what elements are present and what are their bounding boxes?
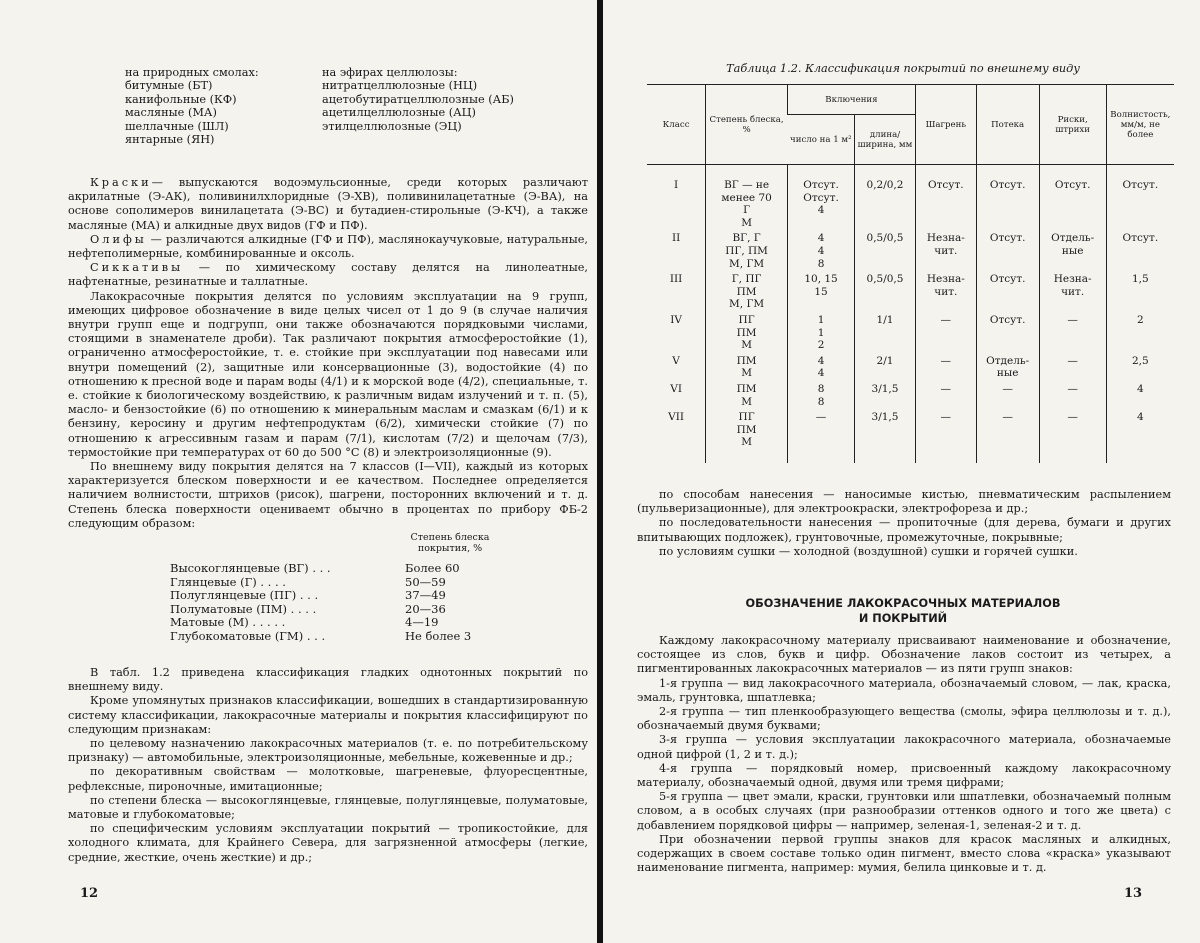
table-cell-scratches bbox=[1039, 271, 1106, 312]
heading-line-2: И ПОКРЫТИЙ bbox=[858, 612, 948, 625]
list-item: битумные (БТ) bbox=[125, 79, 213, 93]
cell-line: 0,5/0,5 bbox=[866, 273, 904, 286]
paragraph-sikkativy bbox=[68, 261, 588, 289]
cell-line: ПГ bbox=[738, 313, 755, 326]
table-cell-waviness bbox=[1106, 409, 1174, 463]
table-row bbox=[647, 165, 1174, 231]
cell-line: Отсут. bbox=[989, 179, 1026, 191]
cell-line: 15 bbox=[814, 285, 828, 298]
cell-line: ные bbox=[996, 367, 1019, 380]
paragraph-group-1: 1-я группа — вид лакокрасочного материала, обозначаемый словом, — лак, краска, эмаль, грунтовка, шпатлевка; bbox=[637, 676, 1171, 704]
table-cell-gloss bbox=[706, 409, 788, 463]
cell-line: 4 bbox=[817, 232, 825, 245]
table-cell-gloss bbox=[706, 230, 788, 271]
gloss-name: Полуглянцевые (ПГ) . . . bbox=[170, 588, 319, 603]
gloss-row bbox=[170, 562, 490, 576]
gloss-list bbox=[170, 562, 490, 644]
table-cell-class: I bbox=[674, 179, 679, 191]
paragraph-sequence: по последовательности нанесения — пропиточные (для дерева, бумаги и других впитывающих подложек), грунтовочные, промежуточные, покрывные; bbox=[637, 516, 1171, 544]
table-cell-waviness bbox=[1106, 312, 1174, 353]
table-cell-scratches bbox=[1039, 381, 1106, 409]
header-inclusions: Включения bbox=[787, 85, 915, 115]
paragraph-group-5: 5-я группа — цвет эмали, краски, грунтовки или шпатлевки, обозначаемый полным словом, а в особых случаях (при разнообразии оттенков одного и того же цвета) с добавлением порядковой цифры — например, зеленая-1, зеленая-2 и т. д. bbox=[637, 790, 1171, 832]
cell-line: ные bbox=[1061, 244, 1084, 257]
paragraph-group-3: 3-я группа — условия эксплуатации лакокрасочного материала, обозначаемые одной цифрой (1, 2 и т. д.); bbox=[637, 733, 1171, 761]
paragraph-method: по способам нанесения — наносимые кистью, пневматическим распылением (пульверизационные), для электроокраски, электрофореза и др.; bbox=[637, 488, 1171, 516]
cell-line: Г, ПГ bbox=[731, 273, 762, 286]
paragraph-first-group: При обозначении первой группы знаков для красок масляных и алкидных, содержащих в своем составе только один пигмент, вместо слова «краска» указывают наименование пигмента, например: мумия, белила цинковые и т. д. bbox=[637, 832, 1171, 875]
cell-line: 0,5/0,5 bbox=[866, 232, 904, 245]
cell-line: 1 bbox=[817, 326, 825, 339]
cell-line: ПГ bbox=[738, 411, 755, 424]
table-row bbox=[647, 271, 1174, 312]
resins-natural-list bbox=[125, 66, 315, 146]
cell-line: Незна- bbox=[926, 273, 965, 286]
table-cell-runs bbox=[976, 312, 1039, 353]
table-caption: Таблица 1.2. Классификация покрытий по внешнему виду bbox=[726, 62, 1080, 75]
right-text-block-1 bbox=[637, 488, 1171, 559]
table-cell-gloss bbox=[706, 353, 788, 381]
table-cell-scratches bbox=[1039, 353, 1106, 381]
cell-line: Отсут. bbox=[1122, 232, 1159, 245]
cell-line: 4 bbox=[817, 367, 825, 380]
table-cell-length bbox=[855, 271, 916, 312]
cell-line: — bbox=[940, 411, 952, 424]
gloss-row bbox=[170, 603, 490, 617]
cell-line: 4 bbox=[817, 354, 825, 367]
table-cell-waviness bbox=[1106, 353, 1174, 381]
table-cell-waviness bbox=[1106, 381, 1174, 409]
table-cell-shagreen bbox=[915, 271, 976, 312]
table-cell-runs bbox=[976, 271, 1039, 312]
table-row bbox=[647, 230, 1174, 271]
cell-line: Отсут. bbox=[1054, 179, 1091, 191]
header-waviness: Волнистость, мм/м, не более bbox=[1106, 85, 1174, 165]
table-cell-waviness bbox=[1106, 271, 1174, 312]
cell-line: Отсут. bbox=[1122, 179, 1159, 191]
cell-line: 2,5 bbox=[1132, 354, 1149, 367]
cell-line: чит. bbox=[934, 285, 958, 298]
cell-line: ВГ, Г bbox=[732, 232, 761, 245]
table-cell-shagreen bbox=[915, 409, 976, 463]
gloss-value: 4—19 bbox=[405, 615, 439, 630]
table-cell-length bbox=[855, 165, 916, 231]
paragraph-besides: Кроме упомянутых признаков классификации, вошедших в стандартизированную систему классификации, лакокрасочные материалы и покрытия классифицируют по следующим признакам: bbox=[68, 694, 588, 736]
header-class: Класс bbox=[647, 85, 706, 165]
cell-line: 1 bbox=[817, 313, 825, 326]
table-cell-class: VI bbox=[670, 382, 682, 395]
cell-line: Незна- bbox=[1053, 273, 1092, 286]
gloss-name: Полуматовые (ПМ) . . . . bbox=[170, 601, 317, 616]
table-cell-class: V bbox=[672, 354, 680, 367]
table-cell-class: IV bbox=[670, 313, 682, 326]
cell-line: Отсут. bbox=[989, 313, 1026, 326]
paragraph-each: Каждому лакокрасочному материалу присваивают наименование и обозначение, состоящее из слов, букв и цифр. Обозначение лаков состоит из четырех, а пигментированных лакокрасочных материалов — из пяти групп знаков: bbox=[637, 634, 1171, 676]
gloss-value: Более 60 bbox=[405, 561, 460, 575]
cell-line: чит. bbox=[934, 244, 958, 257]
paragraph-group-2: 2-я группа — тип пленкообразующего вещества (смолы, эфира целлюлозы и т. д.), обозначаемый двумя буквами; bbox=[637, 705, 1171, 733]
table-cell-shagreen bbox=[915, 165, 976, 231]
paragraph-kraski bbox=[68, 176, 588, 233]
cell-line: Отсут. bbox=[803, 179, 839, 191]
cell-line: чит. bbox=[1061, 285, 1085, 298]
gloss-name: Глубокоматовые (ГМ) . . . bbox=[170, 628, 326, 643]
cell-line: Отсут. bbox=[803, 191, 839, 204]
header-runs: Потека bbox=[976, 85, 1039, 165]
table-cell-gloss bbox=[706, 271, 788, 312]
cell-line: 2/1 bbox=[876, 354, 894, 367]
cell-line: ПМ bbox=[736, 423, 757, 436]
cell-line: Отдель- bbox=[1051, 232, 1095, 245]
table-cell-class: III bbox=[669, 273, 683, 286]
term: Краски bbox=[90, 176, 152, 189]
cell-line: 3/1,5 bbox=[871, 382, 899, 395]
list-item: янтарные (ЯН) bbox=[125, 133, 215, 147]
cell-line: — bbox=[1067, 411, 1078, 424]
text: — выпускаются водоэмульсионные, среди которых различают акрилатные (Э-АК), поливинилхлоридные (Э-ХВ), поливинилацетатные (Э-ВА), на основе сополимеров винилацетата (Э-ВС) и бутадиен-стирольные (Э-КЧ), а также масляные (МА) и алкидные двух видов (ГФ и ПФ). bbox=[68, 176, 588, 232]
cell-line: ПГ, ПМ bbox=[725, 244, 768, 257]
table-cell-count bbox=[787, 353, 854, 381]
header-scratches: Риски, штрихи bbox=[1039, 85, 1106, 165]
page-number: 13 bbox=[1124, 886, 1143, 901]
gloss-row bbox=[170, 630, 490, 644]
gloss-row bbox=[170, 576, 490, 590]
section-heading bbox=[663, 596, 1143, 626]
table-cell-count bbox=[787, 381, 854, 409]
cell-line: — bbox=[815, 411, 827, 424]
gloss-header: Степень блеска покрытия, % bbox=[410, 532, 490, 554]
text: — по химическому составу делятся на линолеатные, нафтенатные, резинатные и таллатные. bbox=[68, 261, 588, 289]
list-item: на эфирах целлюлозы: bbox=[322, 66, 458, 79]
cell-line: 3/1,5 bbox=[871, 411, 899, 424]
list-item: этилцеллюлозные (ЭЦ) bbox=[322, 119, 462, 133]
cell-line: М, ГМ bbox=[729, 257, 765, 270]
table-cell-class: VII bbox=[668, 411, 685, 424]
table-cell-length bbox=[855, 312, 916, 353]
list-item: ацетилцеллюлозные (АЦ) bbox=[322, 106, 476, 120]
cell-line: ПМ bbox=[736, 285, 757, 298]
list-item: нитратцеллюлозные (НЦ) bbox=[322, 79, 478, 93]
left-text-block-2 bbox=[68, 666, 588, 865]
cell-line: — bbox=[940, 382, 952, 395]
table-cell-length bbox=[855, 353, 916, 381]
cell-line: М bbox=[741, 367, 752, 380]
cell-line: Отсут. bbox=[989, 273, 1026, 286]
cell-line: ВГ — не менее 70 bbox=[721, 179, 772, 204]
cell-line: Отдель- bbox=[986, 354, 1030, 367]
cell-line: 0,2/0,2 bbox=[866, 179, 904, 191]
table-cell-count bbox=[787, 165, 854, 231]
table-cell-shagreen bbox=[915, 381, 976, 409]
cell-line: ПМ bbox=[736, 382, 757, 395]
cell-line: ПМ bbox=[736, 326, 757, 339]
table-cell-count bbox=[787, 409, 854, 463]
cell-line: М bbox=[741, 395, 752, 408]
cell-line: М bbox=[741, 216, 752, 229]
paragraph-decor: по декоративным свойствам — молотковые, шагреневые, флуоресцентные, рефлексные, пироночные, имитационные; bbox=[68, 765, 588, 793]
left-page bbox=[0, 0, 597, 943]
cell-line: 4 bbox=[817, 204, 825, 217]
cell-line: Незна- bbox=[926, 232, 965, 245]
paragraph-appearance: По внешнему виду покрытия делятся на 7 классов (I—VII), каждый из которых характеризуется блеском поверхности и ее качеством. Последнее определяется наличием волнистости, штрихов (рисок), шагрени, посторонних включений и т. д. Степень блеска поверхности оцениваемт обычно в процентах по прибору ФБ-2 следующим образом: bbox=[68, 460, 588, 530]
header-shagreen: Шагрень bbox=[915, 85, 976, 165]
table-cell-waviness bbox=[1106, 165, 1174, 231]
table-cell-scratches bbox=[1039, 165, 1106, 231]
right-text-block-2 bbox=[637, 634, 1171, 875]
right-page bbox=[603, 0, 1200, 943]
heading-line-1: ОБОЗНАЧЕНИЕ ЛАКОКРАСОЧНЫХ МАТЕРИАЛОВ bbox=[745, 597, 1061, 610]
cell-line: М, ГМ bbox=[729, 298, 765, 311]
table-cell-runs bbox=[976, 381, 1039, 409]
table-cell-runs bbox=[976, 409, 1039, 463]
table-cell-waviness bbox=[1106, 230, 1174, 271]
text: — различаются алкидные (ГФ и ПФ), маслянокаучуковые, натуральные, нефтеполимерные, комбинированные и оксоль. bbox=[68, 232, 588, 261]
cell-line: — bbox=[940, 313, 952, 326]
gloss-name: Высокоглянцевые (ВГ) . . . bbox=[170, 561, 331, 575]
paragraph-conditions: Лакокрасочные покрытия делятся по условиям эксплуатации на 9 групп, имеющих цифровое обозначение в виде целых чисел от 1 до 9 (в случае наличия внутри групп еще и подгрупп, они также обозначаются порядковыми числами, стоящими в знаменателе дроби). Так различают покрытия атмосферостойкие (1), ограниченно атмосферостойкие, т. е. стойкие при эксплуатации под навесами или внутри помещений (2), защитные или консервационные (3), водостойкие (4) по отношению к пресной воде и парам воды (4/1) и к морской воде (4/2), специальные, т. е. стойкие к биологическому воздействию, к различным видам излучений и т. п. (5), масло- и бензостойкие (6) по отношению к минеральным маслам и смазкам (6/1) и к бензину, керосину и другим нефтепродуктам (6/2), химически стойкие (7) по отношению к агрессивным газам и парам (7/1), кислотам (7/2) и щелочам (7/3), термостойкие при температурах от 60 до 500 °С (8) и электроизоляционные (9). bbox=[68, 289, 588, 459]
gloss-value: Не более 3 bbox=[405, 628, 472, 643]
list-item: шеллачные (ШЛ) bbox=[125, 119, 229, 133]
table-cell-count bbox=[787, 230, 854, 271]
gloss-value: 20—36 bbox=[405, 601, 446, 616]
cell-line: — bbox=[1067, 354, 1078, 367]
cell-line: 4 bbox=[1137, 411, 1144, 424]
list-item: масляные (МА) bbox=[125, 106, 217, 120]
table-cell-length bbox=[855, 230, 916, 271]
paragraph-olify bbox=[68, 233, 588, 261]
cell-line: Отсут. bbox=[927, 179, 964, 191]
page-number: 12 bbox=[80, 886, 99, 901]
cell-line: — bbox=[1002, 382, 1013, 395]
cell-line: 4 bbox=[1137, 382, 1144, 395]
paragraph-specific: по специфическим условиям эксплуатации покрытий — тропикостойкие, для холодного климата, для Крайнего Севера, для загрязненной атмосферы (легкие, средние, жесткие, очень жесткие) и др.; bbox=[68, 822, 588, 864]
cell-line: М bbox=[741, 436, 752, 449]
classification-table bbox=[647, 84, 1174, 463]
table-cell-scratches bbox=[1039, 230, 1106, 271]
gloss-value: 50—59 bbox=[405, 574, 446, 589]
gloss-row bbox=[170, 589, 490, 603]
table-cell-shagreen bbox=[915, 353, 976, 381]
cell-line: — bbox=[940, 354, 952, 367]
left-text-block-1 bbox=[68, 176, 588, 531]
table-cell-class: II bbox=[671, 232, 681, 245]
cell-line: 4 bbox=[817, 244, 825, 257]
header-count: число на 1 м² bbox=[787, 115, 854, 165]
paragraph-table-ref: В табл. 1.2 приведена классификация гладких однотонных покрытий по внешнему виду. bbox=[68, 666, 588, 694]
classification-table-wrap bbox=[647, 84, 1174, 463]
header-gloss: Степень блеска, % bbox=[706, 85, 788, 165]
cell-line: 2 bbox=[1137, 313, 1144, 326]
table-cell-runs bbox=[976, 353, 1039, 381]
table-body bbox=[647, 165, 1174, 463]
paragraph-gloss: по степени блеска — высокоглянцевые, глянцевые, полуглянцевые, полуматовые, матовые и глубокоматовые; bbox=[68, 793, 588, 822]
cell-line: ПМ bbox=[736, 354, 757, 367]
table-row bbox=[647, 381, 1174, 409]
paragraph-purpose: по целевому назначению лакокрасочных материалов (т. е. по потребительскому признаку) — автомобильные, электроизоляционные, мебельные, кожевенные и др.; bbox=[68, 737, 588, 765]
cell-line: — bbox=[1067, 382, 1078, 395]
cell-line: М bbox=[741, 339, 752, 352]
table-row bbox=[647, 353, 1174, 381]
table-cell-count bbox=[787, 312, 854, 353]
cell-line: 8 bbox=[817, 257, 825, 270]
list-item: на природных смолах: bbox=[125, 66, 259, 79]
table-cell-scratches bbox=[1039, 312, 1106, 353]
table-cell-runs bbox=[976, 165, 1039, 231]
table-row bbox=[647, 409, 1174, 463]
cell-line: 8 bbox=[817, 382, 825, 395]
paragraph-group-4: 4-я группа — порядковый номер, присвоенный каждому лакокрасочному материалу, обозначаемый одной, двумя или тремя цифрами; bbox=[637, 761, 1171, 790]
term: Сиккативы bbox=[90, 261, 184, 275]
table-cell-length bbox=[855, 381, 916, 409]
list-item: ацетобутиратцеллюлозные (АБ) bbox=[322, 92, 514, 106]
cell-line: 8 bbox=[817, 395, 825, 408]
table-cell-gloss bbox=[706, 312, 788, 353]
cell-line: Г bbox=[743, 204, 751, 217]
cell-line: 10, 15 bbox=[804, 273, 838, 286]
cell-line: — bbox=[1067, 313, 1078, 326]
paragraph-drying: по условиям сушки — холодной (воздушной) сушки и горячей сушки. bbox=[659, 544, 1078, 558]
table-cell-runs bbox=[976, 230, 1039, 271]
cell-line: 2 bbox=[817, 339, 825, 352]
table-cell-gloss bbox=[706, 381, 788, 409]
gloss-name: Глянцевые (Г) . . . . bbox=[170, 574, 286, 589]
table-cell-length bbox=[855, 409, 916, 463]
gloss-row bbox=[170, 616, 490, 630]
resins-cellulose-list bbox=[322, 66, 562, 133]
gloss-value: 37—49 bbox=[405, 588, 446, 603]
header-length: длина/ширина, мм bbox=[855, 115, 916, 165]
table-cell-shagreen bbox=[915, 230, 976, 271]
table-cell-scratches bbox=[1039, 409, 1106, 463]
gloss-name: Матовые (М) . . . . . bbox=[170, 615, 286, 630]
list-item: канифольные (КФ) bbox=[125, 92, 237, 106]
table-cell-count bbox=[787, 271, 854, 312]
term: Олифы bbox=[90, 232, 147, 246]
table-cell-gloss bbox=[706, 165, 788, 231]
cell-line: 1,5 bbox=[1132, 273, 1149, 286]
cell-line: 1/1 bbox=[876, 313, 894, 326]
cell-line: — bbox=[1002, 411, 1013, 424]
cell-line: Отсут. bbox=[989, 232, 1026, 245]
table-row bbox=[647, 312, 1174, 353]
table-cell-shagreen bbox=[915, 312, 976, 353]
